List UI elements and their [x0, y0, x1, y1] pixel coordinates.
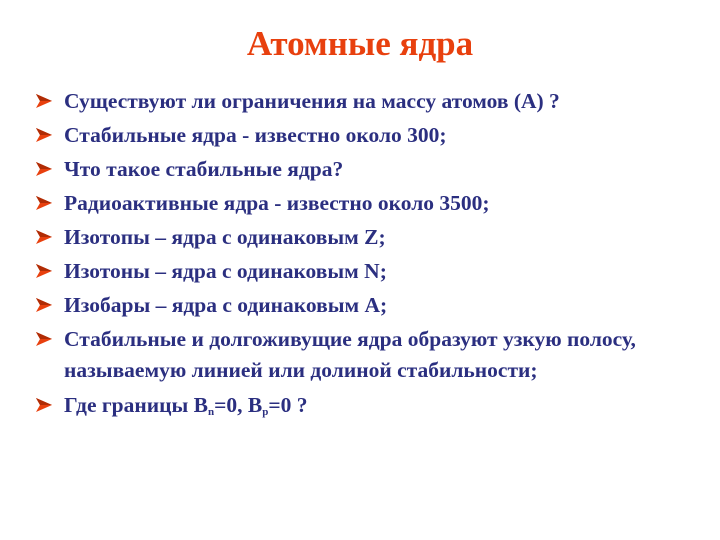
- arrowhead-bullet-icon: [36, 332, 52, 346]
- list-item: [36, 154, 696, 184]
- list-item-text: Стабильные ядра - известно около 300;: [64, 123, 447, 147]
- arrowhead-bullet-icon: [36, 162, 52, 176]
- text-segment: Где границы B: [64, 393, 208, 417]
- arrowhead-bullet-icon: [36, 230, 52, 244]
- subscript-n: n: [208, 406, 215, 418]
- arrowhead-bullet-icon: [36, 196, 52, 210]
- list-item: [36, 86, 696, 116]
- list-item: [36, 188, 696, 218]
- list-item: [36, 324, 696, 386]
- list-item-text: Что такое стабильные ядра?: [64, 157, 344, 181]
- list-item-text: Изотопы – ядра с одинаковым Z;: [64, 225, 386, 249]
- arrowhead-bullet-icon: [36, 264, 52, 278]
- arrowhead-bullet-icon: [36, 128, 52, 142]
- subscript-p: p: [262, 406, 269, 418]
- list-item-text: Радиоактивные ядра - известно около 3500;: [64, 191, 490, 215]
- list-item-text: Изотоны – ядра с одинаковым N;: [64, 259, 387, 283]
- list-item: [36, 290, 696, 320]
- list-item-text: Изобары – ядра с одинаковым А;: [64, 293, 388, 317]
- list-item-text: Существуют ли ограничения на массу атомов (А) ?: [64, 89, 560, 113]
- list-item: [36, 256, 696, 286]
- bullet-list: [36, 86, 696, 431]
- arrowhead-bullet-icon: [36, 298, 52, 312]
- text-segment: =0, B: [214, 393, 263, 417]
- list-item: [36, 390, 696, 427]
- list-item-text: Стабильные и долгоживущие ядра образуют узкую полосу, называемую линией или долиной стабильности;: [64, 327, 636, 382]
- list-item: [36, 222, 696, 252]
- arrowhead-bullet-icon: [36, 398, 52, 412]
- list-item: [36, 120, 696, 150]
- list-item-text: [64, 393, 307, 417]
- text-segment: =0 ?: [268, 393, 308, 417]
- arrowhead-bullet-icon: [36, 94, 52, 108]
- slide-title: Атомные ядра: [246, 24, 474, 63]
